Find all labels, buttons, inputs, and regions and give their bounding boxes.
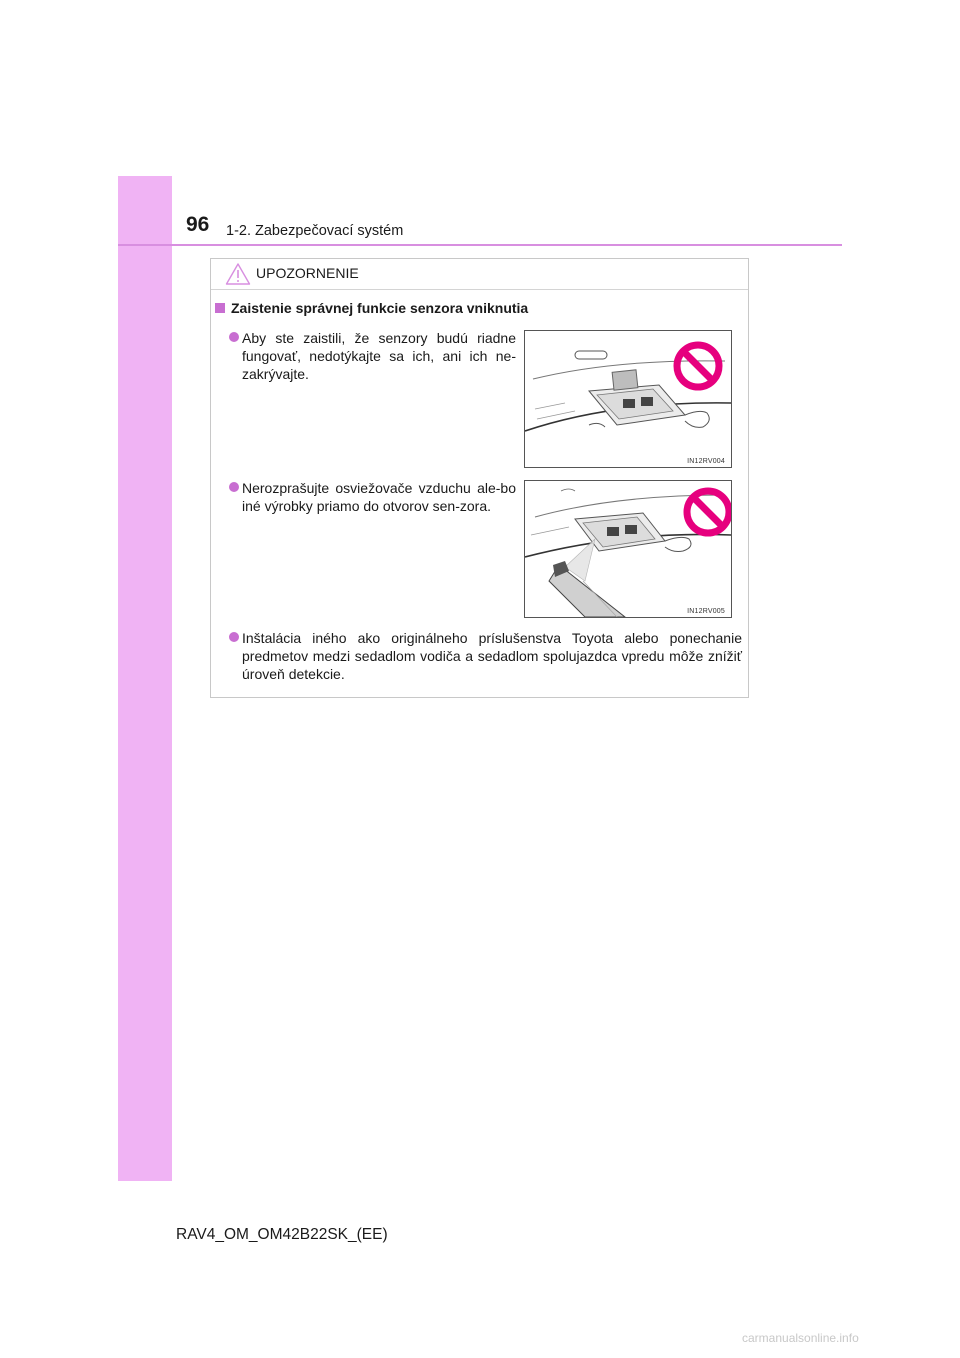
warning-item-1 [242,329,516,383]
warning-item-text: Nerozprašujte osviežovače vzduchu ale-bo iné výrobky priamo do otvorov sen-zora. [242,480,516,514]
figure-spray-sensor [524,480,732,618]
overhead-console-illustration [525,331,731,467]
warning-header [211,259,748,290]
figure-code: IN12RV005 [687,608,725,615]
warning-item-3 [242,629,742,683]
page-number: 96 [186,213,210,236]
warning-item-text: Inštalácia iného ako originálneho príslušenstva Toyota alebo ponechanie predmetov medzi sedadlom vodiča a sedadlom spolujazdca vpredu môže znížiť úroveň detekcie. [242,630,742,682]
warning-item-2 [242,479,516,515]
spray-illustration [525,481,731,617]
warning-label: UPOZORNENIE [256,265,359,281]
warning-item-text: Aby ste zaistili, že senzory budú riadne fungovať, nedotýkajte sa ich, ani ich ne-zakrývajte. [242,330,516,382]
subsection-title-text: Zaistenie správnej funkcie senzora vniknutia [231,300,529,316]
document-code: RAV4_OM_OM42B22SK_(EE) [176,1226,388,1243]
round-bullet-icon [229,632,239,642]
warning-box [210,258,749,698]
section-title: 1-2. Zabezpečovací systém [226,223,404,239]
round-bullet-icon [229,332,239,342]
figure-sensor-touch [524,330,732,468]
warning-triangle-icon [225,262,251,286]
round-bullet-icon [229,482,239,492]
watermark: carmanualsonline.info [742,1331,859,1345]
header-rule [118,244,842,246]
subsection-title [215,300,528,316]
chapter-side-band [118,176,172,1181]
square-bullet-icon [215,303,225,313]
figure-code: IN12RV004 [687,458,725,465]
